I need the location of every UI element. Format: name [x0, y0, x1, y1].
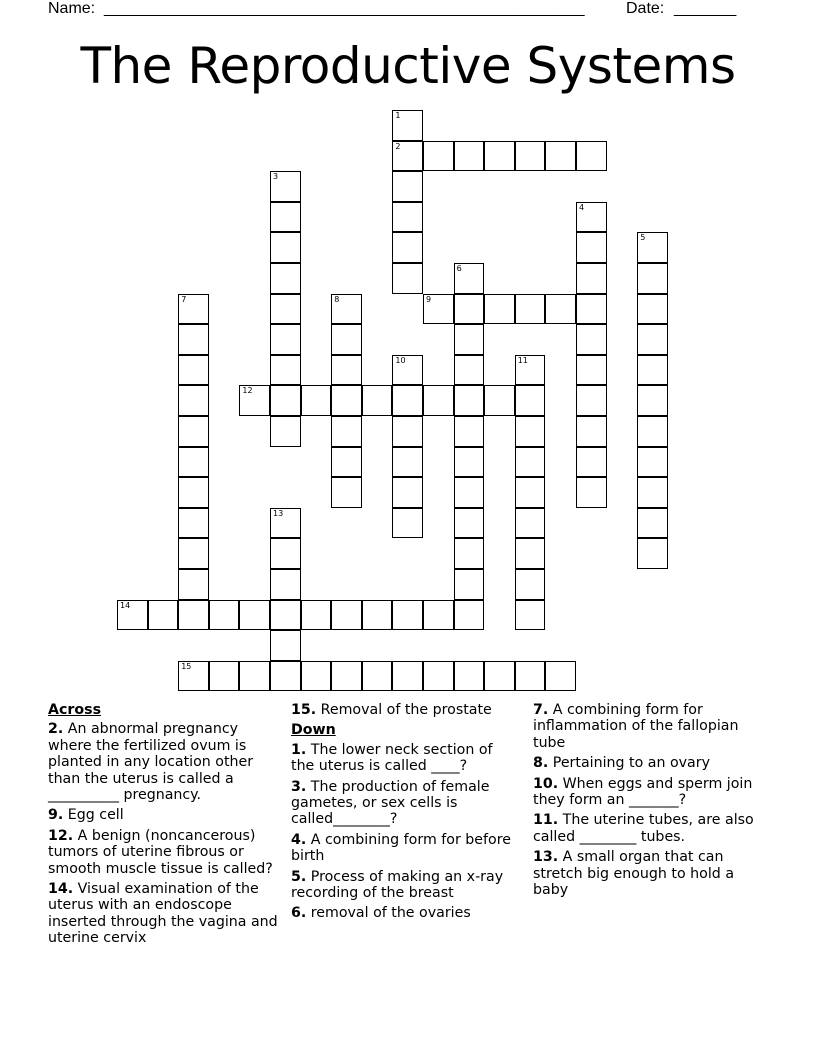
crossword-cell[interactable]: [178, 538, 209, 569]
across-clue: [48, 881, 284, 947]
clue-column-3: [533, 702, 769, 902]
crossword-cell[interactable]: [515, 477, 546, 508]
crossword-cell[interactable]: [454, 508, 485, 539]
crossword-cell[interactable]: [637, 263, 668, 294]
across-heading: Across: [48, 702, 102, 718]
clue-text: The uterine tubes, are also called ________ tubes.: [533, 812, 754, 845]
crossword-cell[interactable]: [515, 355, 546, 386]
crossword-cell[interactable]: [454, 355, 485, 386]
crossword-cell[interactable]: [392, 416, 423, 447]
crossword-cell[interactable]: [515, 569, 546, 600]
crossword-cell[interactable]: [576, 202, 607, 233]
clue-number: 12.: [48, 827, 74, 844]
crossword-cell[interactable]: [454, 324, 485, 355]
crossword-cell[interactable]: [178, 508, 209, 539]
crossword-cell[interactable]: [392, 171, 423, 202]
crossword-cell[interactable]: [392, 600, 423, 631]
crossword-cell[interactable]: [301, 385, 332, 416]
crossword-cell[interactable]: [392, 141, 423, 172]
crossword-cell[interactable]: [576, 416, 607, 447]
clue-number: 10.: [533, 775, 559, 792]
crossword-cell[interactable]: [270, 508, 301, 539]
crossword-cell[interactable]: [331, 294, 362, 325]
crossword-cell[interactable]: [454, 447, 485, 478]
crossword-cell[interactable]: [301, 600, 332, 631]
crossword-cell[interactable]: [576, 355, 607, 386]
clue-number: 5.: [291, 868, 307, 885]
clue-text: When eggs and sperm join they form an _______?: [533, 775, 753, 809]
crossword-cell[interactable]: [637, 324, 668, 355]
crossword-cell[interactable]: [178, 569, 209, 600]
clue-number-label: 10: [395, 355, 406, 365]
clue-text: The production of female gametes, or sex cells is called________?: [291, 778, 490, 828]
clue-number: 2.: [48, 721, 64, 738]
down-clue: [533, 702, 769, 751]
clue-column-2: [291, 702, 517, 926]
clue-number: 14.: [48, 881, 74, 898]
clue-number-label: 11: [517, 355, 528, 365]
crossword-cell[interactable]: [484, 661, 515, 692]
crossword-cell[interactable]: [362, 385, 393, 416]
crossword-cell[interactable]: [576, 477, 607, 508]
clue-number: 9.: [48, 807, 64, 824]
clue-number-label: 1: [395, 111, 401, 120]
crossword-cell[interactable]: [637, 447, 668, 478]
crossword-cell[interactable]: [331, 385, 362, 416]
crossword-cell[interactable]: [178, 416, 209, 447]
crossword-cell[interactable]: [392, 355, 423, 386]
clue-number-label: 8: [334, 294, 340, 304]
crossword-cell[interactable]: [270, 569, 301, 600]
crossword-cell[interactable]: [454, 600, 485, 631]
crossword-cell[interactable]: [239, 385, 270, 416]
crossword-cell[interactable]: [270, 294, 301, 325]
clue-text: A combining form for inflammation of the fallopian tube: [533, 702, 739, 751]
clue-number-label: 6: [456, 264, 462, 273]
crossword-cell[interactable]: [515, 141, 546, 172]
clue-column-1: [48, 702, 284, 951]
crossword-cell[interactable]: [515, 600, 546, 631]
across-clue: [291, 702, 517, 718]
crossword-cell[interactable]: [484, 141, 515, 172]
crossword-cell[interactable]: [331, 477, 362, 508]
clue-number-label: 14: [120, 600, 131, 610]
crossword-cell[interactable]: [270, 232, 301, 263]
crossword-cell[interactable]: [637, 508, 668, 539]
clue-text: Visual examination of the uterus with an endoscope inserted through the vagina and uterine cervix: [48, 881, 278, 947]
crossword-cell[interactable]: [270, 630, 301, 661]
crossword-cell[interactable]: [209, 600, 240, 631]
date-blank: _______: [674, 0, 737, 17]
clue-number-label: 7: [181, 294, 187, 304]
crossword-cell[interactable]: [392, 110, 423, 141]
crossword-cell[interactable]: [331, 416, 362, 447]
crossword-cell[interactable]: [576, 385, 607, 416]
crossword-cell[interactable]: [576, 294, 607, 325]
down-clue: [291, 779, 517, 828]
down-clue: [533, 812, 769, 845]
crossword-cell[interactable]: [178, 385, 209, 416]
clue-text: A small organ that can stretch big enough to hold a baby: [533, 849, 735, 899]
crossword-cell[interactable]: [392, 661, 423, 692]
crossword-cell[interactable]: [545, 141, 576, 172]
crossword-cell[interactable]: [423, 141, 454, 172]
crossword-cell[interactable]: [515, 294, 546, 325]
clue-number-label: 3: [273, 172, 279, 182]
crossword-cell[interactable]: [454, 538, 485, 569]
crossword-cell[interactable]: [637, 232, 668, 263]
crossword-cell[interactable]: [576, 263, 607, 294]
crossword-cell[interactable]: [515, 508, 546, 539]
clue-number: 4.: [291, 831, 307, 848]
down-clue: [291, 905, 517, 921]
crossword-cell[interactable]: [270, 416, 301, 447]
crossword-cell[interactable]: [270, 385, 301, 416]
clue-text: Egg cell: [67, 807, 124, 824]
crossword-cell[interactable]: [484, 294, 515, 325]
across-clue: [48, 721, 284, 803]
name-blank: ______________________________________________________: [104, 0, 585, 17]
crossword-cell[interactable]: [484, 385, 515, 416]
crossword-cell[interactable]: [392, 477, 423, 508]
crossword-cell[interactable]: [454, 385, 485, 416]
clue-text: The lower neck section of the uterus is called ____?: [291, 741, 493, 775]
clue-number-label: 4: [579, 202, 585, 212]
clue-text: A benign (noncancerous) tumors of uterine fibrous or smooth muscle tissue is called?: [48, 827, 273, 877]
crossword-cell[interactable]: [331, 600, 362, 631]
crossword-cell[interactable]: [454, 416, 485, 447]
crossword-cell[interactable]: [454, 661, 485, 692]
crossword-cell[interactable]: [423, 294, 454, 325]
crossword-cell[interactable]: [178, 294, 209, 325]
crossword-cell[interactable]: [392, 447, 423, 478]
clue-text: A combining form for before birth: [291, 831, 511, 865]
crossword-cell[interactable]: [515, 447, 546, 478]
page-title: The Reproductive Systems: [80, 37, 736, 95]
clue-number: 8.: [533, 755, 549, 772]
crossword-cell[interactable]: [178, 447, 209, 478]
crossword-cell[interactable]: [178, 600, 209, 631]
crossword-cell[interactable]: [545, 661, 576, 692]
down-clue: [533, 849, 769, 898]
crossword-cell[interactable]: [392, 263, 423, 294]
crossword-cell[interactable]: [270, 661, 301, 692]
crossword-cell[interactable]: [637, 477, 668, 508]
crossword-cell[interactable]: [270, 324, 301, 355]
across-clue: [48, 807, 284, 823]
crossword-cell[interactable]: [576, 141, 607, 172]
crossword-cell[interactable]: [301, 661, 332, 692]
down-heading: Down: [291, 722, 336, 739]
clue-text: removal of the ovaries: [310, 905, 471, 922]
crossword-cell[interactable]: [637, 538, 668, 569]
crossword-cell[interactable]: [515, 385, 546, 416]
crossword-cell[interactable]: [331, 447, 362, 478]
clue-text: Process of making an x-ray recording of the breast: [291, 868, 504, 902]
crossword-cell[interactable]: [392, 202, 423, 233]
clue-number: 3.: [291, 778, 307, 795]
crossword-cell[interactable]: [270, 600, 301, 631]
clue-number-label: 15: [181, 661, 192, 671]
clue-number-label: 5: [640, 233, 646, 243]
crossword-cell[interactable]: [392, 232, 423, 263]
crossword-cell[interactable]: [239, 600, 270, 631]
down-clue: [291, 832, 517, 865]
crossword-cell[interactable]: [239, 661, 270, 692]
down-clue: [291, 869, 517, 902]
crossword-cell[interactable]: [423, 600, 454, 631]
crossword-cell[interactable]: [454, 477, 485, 508]
clue-text: Pertaining to an ovary: [552, 755, 710, 772]
clue-number-label: 12: [242, 386, 253, 396]
crossword-cell[interactable]: [362, 600, 393, 631]
crossword-cell[interactable]: [331, 324, 362, 355]
clue-number: 11.: [533, 812, 559, 829]
clue-number-label: 2: [395, 141, 401, 151]
crossword-cell[interactable]: [270, 355, 301, 386]
crossword-cell[interactable]: [270, 202, 301, 233]
crossword-cell[interactable]: [637, 294, 668, 325]
down-clue: [291, 742, 517, 775]
crossword-cell[interactable]: [515, 416, 546, 447]
crossword-cell[interactable]: [392, 508, 423, 539]
across-clue: [48, 828, 284, 877]
crossword-cell[interactable]: [454, 294, 485, 325]
crossword-cell[interactable]: [178, 661, 209, 692]
crossword-cell[interactable]: [178, 324, 209, 355]
crossword-cell[interactable]: [178, 477, 209, 508]
crossword-cell[interactable]: [331, 661, 362, 692]
clue-number: 13.: [533, 849, 559, 866]
crossword-cell[interactable]: [362, 661, 393, 692]
crossword-cell[interactable]: [545, 294, 576, 325]
date-label: Date:: [626, 0, 665, 17]
crossword-cell[interactable]: [515, 538, 546, 569]
crossword-cell[interactable]: [117, 600, 148, 631]
crossword-cell[interactable]: [423, 661, 454, 692]
clue-number: 1.: [291, 741, 307, 758]
down-clue: [533, 755, 769, 771]
crossword-cell[interactable]: [515, 661, 546, 692]
clue-number-label: 13: [273, 508, 284, 518]
crossword-cell[interactable]: [148, 600, 179, 631]
clue-text: Removal of the prostate: [320, 702, 492, 718]
clue-number: 15.: [291, 702, 317, 718]
crossword-cell[interactable]: [454, 263, 485, 294]
crossword-cell[interactable]: [637, 355, 668, 386]
crossword-cell[interactable]: [331, 355, 362, 386]
clue-text: An abnormal pregnancy where the fertilized ovum is planted in any location other than the uterus is called a __________ pregnancy.: [48, 721, 254, 804]
crossword-cell[interactable]: [454, 141, 485, 172]
crossword-cell[interactable]: [392, 385, 423, 416]
crossword-cell[interactable]: [576, 324, 607, 355]
name-label: Name:: [48, 0, 96, 17]
crossword-cell[interactable]: [454, 569, 485, 600]
crossword-cell[interactable]: [270, 538, 301, 569]
crossword-cell[interactable]: [209, 661, 240, 692]
down-clue: [533, 776, 769, 809]
crossword-cell[interactable]: [637, 385, 668, 416]
clue-number: 6.: [291, 905, 307, 922]
crossword-cell[interactable]: [270, 171, 301, 202]
crossword-cell[interactable]: [576, 232, 607, 263]
crossword-cell[interactable]: [576, 447, 607, 478]
crossword-cell[interactable]: [178, 355, 209, 386]
clue-number-label: 9: [426, 294, 432, 304]
crossword-cell[interactable]: [270, 263, 301, 294]
crossword-cell[interactable]: [423, 385, 454, 416]
crossword-cell[interactable]: [637, 416, 668, 447]
clue-number: 7.: [533, 702, 549, 718]
